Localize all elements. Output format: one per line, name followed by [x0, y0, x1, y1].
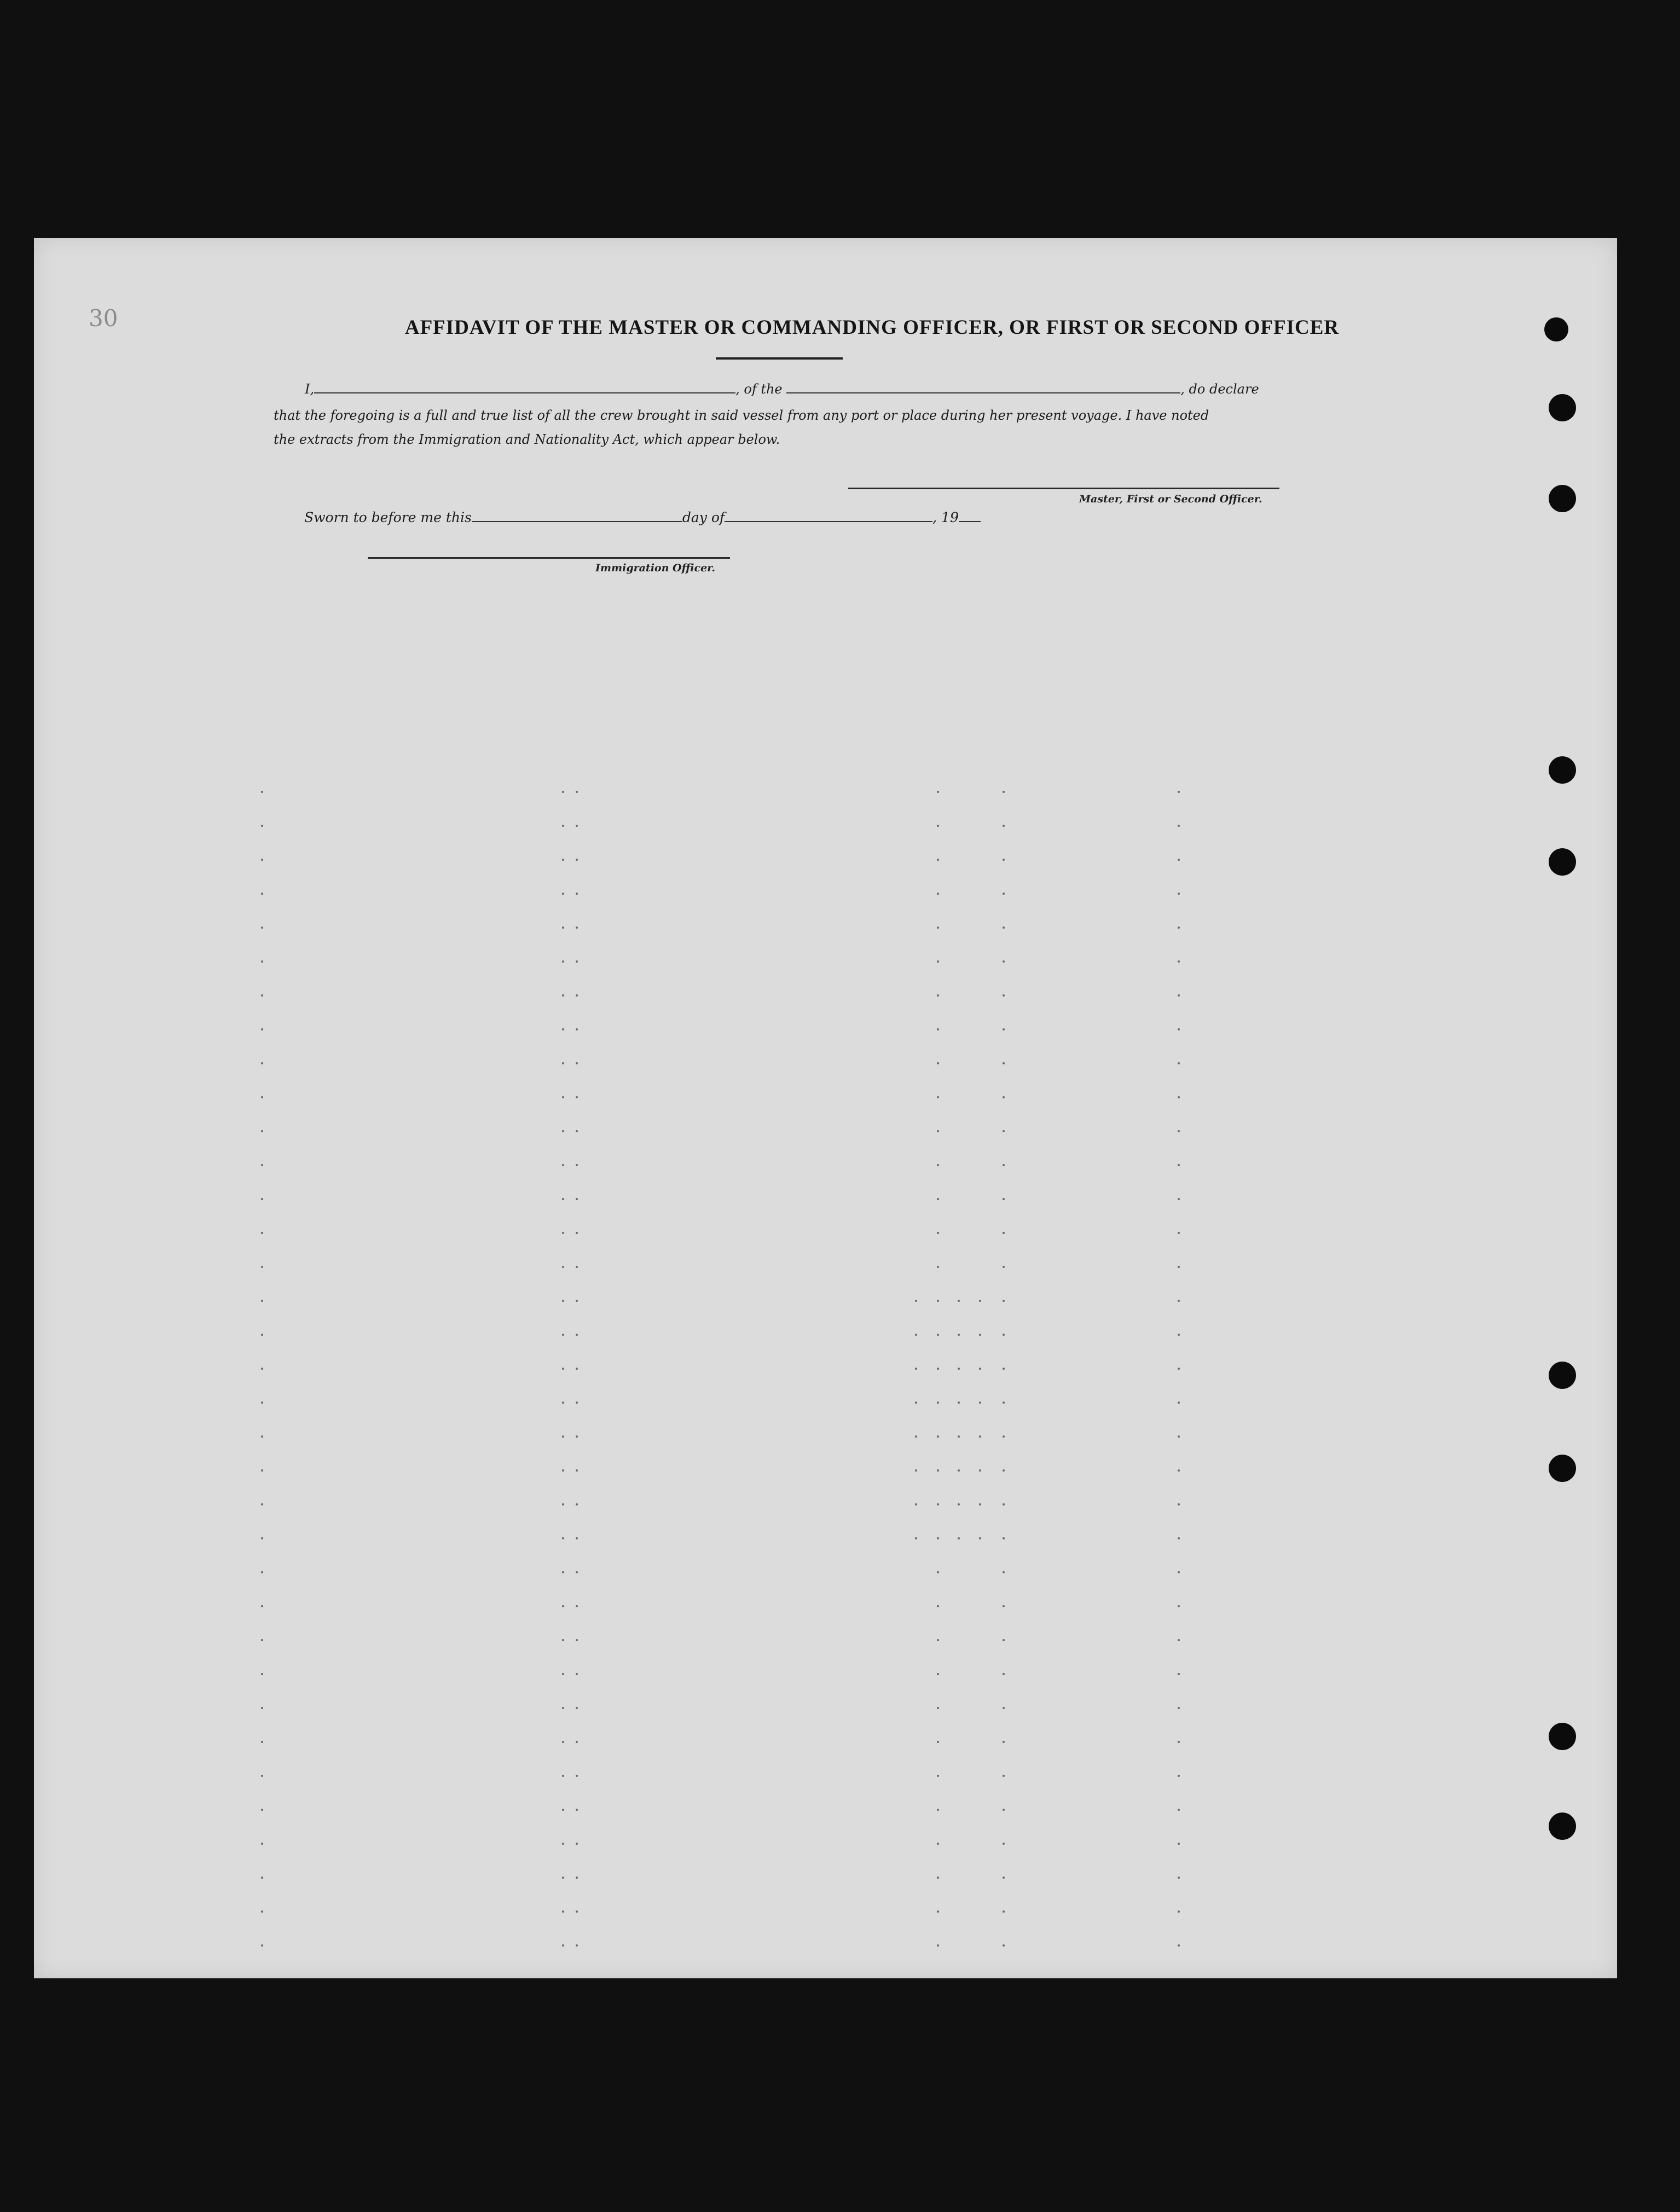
bleed-dot [261, 1503, 263, 1505]
bleed-dot [562, 1775, 564, 1777]
bleed-dot [958, 1435, 960, 1438]
bleed-dot [937, 1130, 939, 1132]
bleed-dot [1178, 1028, 1180, 1030]
bleed-dot [562, 1877, 564, 1879]
bleed-dot [1178, 1164, 1180, 1166]
do-declare-label: , do declare [1180, 381, 1259, 397]
bleed-dot [1003, 1198, 1005, 1200]
bleed-dot [261, 791, 263, 793]
bleed-dot [1003, 1910, 1005, 1913]
bleed-dot [1003, 1402, 1005, 1404]
bleed-dot [937, 927, 939, 929]
bleed-dot [1178, 1232, 1180, 1234]
bleed-dot [576, 893, 578, 895]
bleed-dot [576, 994, 578, 997]
bleed-dot [1003, 893, 1005, 895]
bleed-dot [937, 1503, 939, 1505]
bleed-dot [937, 859, 939, 861]
sworn-label: Sworn to before me this [304, 509, 472, 525]
bleed-dot [562, 960, 564, 963]
bleed-dot [261, 1775, 263, 1777]
bleed-dot [1178, 1843, 1180, 1845]
bleed-dot [958, 1300, 960, 1302]
bleed-dot [576, 859, 578, 861]
bleed-dot [1178, 791, 1180, 793]
bleed-dot [1178, 1503, 1180, 1505]
bleed-dot [979, 1334, 981, 1336]
bleed-dot [937, 791, 939, 793]
sworn-day-field[interactable] [472, 521, 682, 522]
bleed-dot [261, 1537, 263, 1539]
bleed-dot [562, 1198, 564, 1200]
bleed-dot [979, 1537, 981, 1539]
bleed-dot [937, 1368, 939, 1370]
bleed-dot [1178, 1368, 1180, 1370]
bleed-dot [1003, 1571, 1005, 1573]
bleed-dot [1178, 1605, 1180, 1607]
bleed-dot [261, 1843, 263, 1845]
bleed-dot [1003, 1809, 1005, 1811]
bleed-dot [937, 1164, 939, 1166]
bleed-dot [576, 1843, 578, 1845]
bleed-dot [261, 1096, 263, 1098]
bleed-dot [562, 1368, 564, 1370]
bleed-dot [937, 1266, 939, 1268]
declaration-line [305, 381, 1259, 397]
bleed-dot [915, 1537, 917, 1539]
punch-hole [1549, 1813, 1576, 1840]
bleed-dot [1178, 1809, 1180, 1811]
bleed-dot [261, 1605, 263, 1607]
bleed-dot [937, 1537, 939, 1539]
bleed-dot [979, 1503, 981, 1505]
bleed-dot [1003, 1673, 1005, 1675]
bleed-dot [937, 825, 939, 827]
bleed-dot [261, 1944, 263, 1947]
bleed-dot [937, 1571, 939, 1573]
bleed-dot [958, 1537, 960, 1539]
bleed-dot [562, 1334, 564, 1336]
bleed-dot [261, 1368, 263, 1370]
bleed-dot [576, 1707, 578, 1709]
bleed-dot [979, 1368, 981, 1370]
bleed-dot [958, 1469, 960, 1472]
bleed-dot [937, 1910, 939, 1913]
bleed-dot [937, 960, 939, 963]
bleed-dot [576, 1605, 578, 1607]
bleed-dot [562, 1639, 564, 1641]
bleed-dot [1178, 1096, 1180, 1098]
bleed-dot [1178, 1435, 1180, 1438]
bleed-dot [261, 893, 263, 895]
bleed-dot [576, 1334, 578, 1336]
bleed-dot [915, 1503, 917, 1505]
bleed-dot [576, 1232, 578, 1234]
bleed-dot [576, 1469, 578, 1472]
bleed-dot [1003, 1944, 1005, 1947]
bleed-dot [261, 859, 263, 861]
bleed-dot [937, 1062, 939, 1064]
bleed-dot [979, 1469, 981, 1472]
vessel-name-field[interactable] [786, 392, 1180, 393]
bleed-dot [576, 927, 578, 929]
bleed-dot [1003, 1469, 1005, 1472]
bleed-dot [937, 1707, 939, 1709]
bleed-dot [562, 1537, 564, 1539]
bleed-dot [915, 1300, 917, 1302]
bleed-dot [261, 1062, 263, 1064]
bleed-dot [261, 1300, 263, 1302]
bleed-dot [562, 1571, 564, 1573]
bleed-dot [1003, 1300, 1005, 1302]
punch-hole [1549, 1362, 1576, 1389]
bleed-dot [958, 1368, 960, 1370]
bleed-dot [937, 1300, 939, 1302]
bleed-dot [562, 1402, 564, 1404]
bleed-dot [1003, 1164, 1005, 1166]
bleed-dot [1178, 1198, 1180, 1200]
bleed-dot [1003, 825, 1005, 827]
bleed-dot [261, 1334, 263, 1336]
bleed-dot [1178, 1741, 1180, 1743]
bleed-dot [576, 960, 578, 963]
bleed-dot [576, 1266, 578, 1268]
bleed-dot [576, 1809, 578, 1811]
bleed-dot [562, 893, 564, 895]
bleed-dot [937, 1402, 939, 1404]
bleed-dot [1178, 1639, 1180, 1641]
bleed-dot [261, 1198, 263, 1200]
form-sheet [34, 238, 1617, 1978]
bleed-dot [261, 1164, 263, 1166]
bleed-dot [915, 1435, 917, 1438]
bleed-dot [1178, 1266, 1180, 1268]
bleed-dot [576, 1673, 578, 1675]
bleed-dot [576, 1639, 578, 1641]
bleed-dot [261, 1402, 263, 1404]
bleed-dot [1003, 1741, 1005, 1743]
bleed-dot [576, 1537, 578, 1539]
year-label: , 19 [932, 509, 959, 525]
bleed-dot [562, 825, 564, 827]
bleed-dot [562, 1809, 564, 1811]
bleed-dot [261, 1130, 263, 1132]
bleed-dot [1178, 1910, 1180, 1913]
bleed-dot [937, 893, 939, 895]
bleed-dot [576, 1164, 578, 1166]
bleed-dot [1178, 994, 1180, 997]
bleed-dot [937, 1877, 939, 1879]
bleed-dot [1003, 1605, 1005, 1607]
bleed-dot [1178, 1300, 1180, 1302]
bleed-dot [937, 1435, 939, 1438]
declaration-body-1: that the foregoing is a full and true list of all the crew brought in said vessel from any port or place during her present voyage. I have noted [274, 408, 1209, 423]
bleed-dot [261, 994, 263, 997]
bleed-dot [937, 994, 939, 997]
bleed-dot [1003, 1130, 1005, 1132]
bleed-dot [1003, 859, 1005, 861]
title-underline [716, 357, 843, 360]
bleed-dot [1178, 825, 1180, 827]
bleed-dot [576, 1571, 578, 1573]
bleed-dot [576, 1503, 578, 1505]
bleed-dot [979, 1300, 981, 1302]
bleed-dot [1178, 1334, 1180, 1336]
bleed-dot [261, 1707, 263, 1709]
bleed-dot [979, 1435, 981, 1438]
bleed-dot [1178, 1707, 1180, 1709]
sworn-month-field[interactable] [725, 521, 932, 522]
punch-hole [1544, 317, 1568, 341]
bleed-dot [576, 791, 578, 793]
bleed-dot [562, 1910, 564, 1913]
bleed-dot [1178, 1469, 1180, 1472]
bleed-dot [261, 1469, 263, 1472]
bleed-dot [937, 1469, 939, 1472]
bleed-dot [979, 1402, 981, 1404]
bleed-dot [915, 1469, 917, 1472]
bleed-dot [562, 1266, 564, 1268]
bleed-dot [261, 1910, 263, 1913]
bleed-dot [1003, 1368, 1005, 1370]
bleed-dot [1003, 960, 1005, 963]
bleed-dot [562, 1130, 564, 1132]
bleed-dot [1178, 1571, 1180, 1573]
officer-name-field[interactable] [314, 392, 735, 393]
bleed-dot [576, 825, 578, 827]
bleed-dot [562, 1028, 564, 1030]
punch-hole [1549, 756, 1576, 784]
bleed-dot [562, 1843, 564, 1845]
sworn-year-field[interactable] [959, 521, 981, 522]
bleed-dot [958, 1402, 960, 1404]
bleed-dot [562, 1096, 564, 1098]
bleed-dot [915, 1334, 917, 1336]
bleed-dot [576, 1402, 578, 1404]
bleed-dot [958, 1503, 960, 1505]
bleed-dot [1003, 1232, 1005, 1234]
affidavit-title: AFFIDAVIT OF THE MASTER OR COMMANDING OFFICER, OR FIRST OR SECOND OFFICER [404, 316, 1340, 339]
bleed-dot [261, 1266, 263, 1268]
bleed-dot [958, 1334, 960, 1336]
bleed-dot [261, 1877, 263, 1879]
bleed-dot [562, 1503, 564, 1505]
bleed-dot [1178, 1877, 1180, 1879]
punch-hole [1549, 485, 1576, 512]
bleed-dot [937, 1673, 939, 1675]
bleed-dot [576, 1096, 578, 1098]
bleed-dot [261, 1809, 263, 1811]
bleed-dot [576, 1368, 578, 1370]
bleed-dot [261, 825, 263, 827]
bleed-dot [1178, 1402, 1180, 1404]
bleed-dot [937, 1741, 939, 1743]
bleed-dot [937, 1639, 939, 1641]
bleed-dot [562, 1232, 564, 1234]
bleed-dot [915, 1402, 917, 1404]
bleed-dot [562, 1469, 564, 1472]
bleed-dot [562, 791, 564, 793]
margin-note: 30 [89, 305, 118, 332]
bleed-dot [576, 1877, 578, 1879]
bleed-dot [562, 1435, 564, 1438]
bleed-dot [937, 1843, 939, 1845]
bleed-dot [937, 1334, 939, 1336]
punch-hole [1549, 394, 1576, 421]
bleed-dot [1003, 1877, 1005, 1879]
master-signature-caption: Master, First or Second Officer. [1079, 493, 1262, 505]
bleed-dot [562, 1164, 564, 1166]
bleed-dot [937, 1944, 939, 1947]
bleed-dot [261, 1673, 263, 1675]
bleed-dot [1178, 1944, 1180, 1947]
punch-hole [1549, 1455, 1576, 1482]
bleed-dot [261, 1639, 263, 1641]
bleed-dot [562, 927, 564, 929]
master-signature-line[interactable] [848, 488, 1279, 489]
bleed-dot [1003, 1639, 1005, 1641]
bleed-dot [1178, 893, 1180, 895]
bleed-dot [261, 1741, 263, 1743]
bleed-dot [576, 1435, 578, 1438]
bleed-dot [576, 1028, 578, 1030]
bleed-dot [576, 1300, 578, 1302]
bleed-dot [261, 960, 263, 963]
bleed-dot [562, 1062, 564, 1064]
bleed-dot [576, 1062, 578, 1064]
bleed-dot [261, 1571, 263, 1573]
bleed-dot [1003, 1503, 1005, 1505]
bleed-dot [576, 1775, 578, 1777]
bleed-dot [1003, 1062, 1005, 1064]
bleed-dot [261, 1232, 263, 1234]
bleed-dot [576, 1741, 578, 1743]
bleed-dot [1003, 1096, 1005, 1098]
bleed-dot [1003, 1707, 1005, 1709]
bleed-dot [1178, 1062, 1180, 1064]
i-label: I, [305, 381, 315, 397]
bleed-dot [562, 1707, 564, 1709]
declaration-body-2: the extracts from the Immigration and Nationality Act, which appear below. [274, 432, 780, 447]
bleed-dot [1003, 1435, 1005, 1438]
bleed-dot [562, 1605, 564, 1607]
bleed-dot [1003, 1266, 1005, 1268]
bleed-dot [937, 1096, 939, 1098]
bleed-dot [1178, 1130, 1180, 1132]
bleed-dot [1178, 960, 1180, 963]
bleed-dot [562, 1944, 564, 1947]
bleed-dot [261, 927, 263, 929]
of-the-label: , of the [735, 381, 783, 397]
immigration-officer-caption: Immigration Officer. [595, 562, 716, 574]
bleed-dot [937, 1028, 939, 1030]
bleed-dot [937, 1605, 939, 1607]
bleed-dot [937, 1775, 939, 1777]
sworn-line [304, 509, 981, 525]
bleed-dot [915, 1368, 917, 1370]
bleed-dot [1178, 859, 1180, 861]
bleed-dot [1003, 791, 1005, 793]
immigration-officer-signature-line[interactable] [368, 557, 730, 559]
bleed-dot [261, 1028, 263, 1030]
punch-hole [1549, 848, 1576, 876]
bleed-dot [562, 994, 564, 997]
bleed-dot [576, 1130, 578, 1132]
bleed-dot [1178, 1537, 1180, 1539]
bleed-dot [937, 1809, 939, 1811]
bleed-dot [562, 859, 564, 861]
bleed-dot [1003, 927, 1005, 929]
bleed-dot [576, 1910, 578, 1913]
bleed-dot [1003, 1843, 1005, 1845]
bleed-dot [1178, 927, 1180, 929]
bleed-dot [1003, 1334, 1005, 1336]
bleed-dot [1003, 1028, 1005, 1030]
bleed-dot [1003, 1775, 1005, 1777]
bleed-dot [1178, 1673, 1180, 1675]
bleed-dot [562, 1741, 564, 1743]
bleed-dot [562, 1673, 564, 1675]
bleed-dot [576, 1198, 578, 1200]
bleed-dot [576, 1944, 578, 1947]
bleed-dot [1003, 994, 1005, 997]
bleed-dot [937, 1198, 939, 1200]
punch-hole [1549, 1723, 1576, 1750]
bleed-dot [1003, 1537, 1005, 1539]
day-of-label: day of [682, 509, 725, 525]
bleed-dot [937, 1232, 939, 1234]
bleed-dot [261, 1435, 263, 1438]
bleed-dot [1178, 1775, 1180, 1777]
bleed-dot [562, 1300, 564, 1302]
